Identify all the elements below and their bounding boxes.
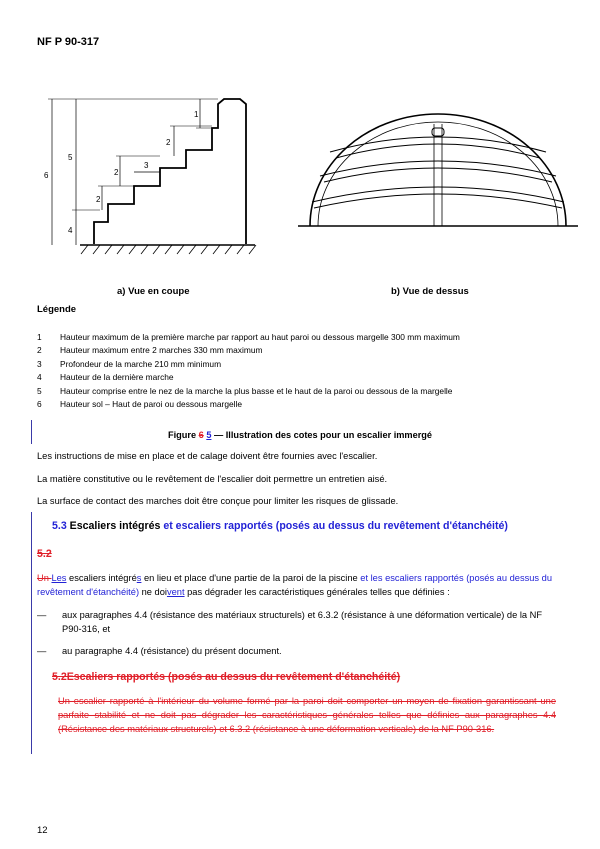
legend-item: 3 Profondeur de la marche 210 mm minimum: [37, 358, 222, 369]
dim-label-4: 4: [68, 226, 73, 235]
document-id: NF P 90-317: [37, 36, 100, 48]
page-number: 12: [37, 825, 48, 836]
legend-item: 4 Hauteur de la dernière marche: [37, 372, 174, 383]
dim-label-2a: 2: [96, 195, 101, 204]
legend-item: 1 Hauteur maximum de la première marche par rapport au haut paroi ou dessous margelle 300 mm maximum: [37, 332, 460, 342]
change-bar: [31, 512, 32, 754]
dim-label-5: 5: [68, 153, 73, 162]
paragraph-instructions: Les instructions de mise en place et de calage doivent être fournies avec l'escalier.: [37, 451, 378, 461]
dim-label-2b: 2: [114, 168, 119, 177]
legend-item: 2 Hauteur maximum entre 2 marches 330 mm maximum: [37, 345, 263, 356]
legend-item: 5 Hauteur comprise entre le nez de la marche la plus basse et le haut de la paroi ou dessous de la margelle: [37, 385, 453, 396]
figure-a-section-view: [40, 88, 280, 266]
section-5-3-heading: 5.3 Escaliers intégrés et escaliers rapportés (posés au dessus du revêtement d'étanchéité): [52, 520, 508, 532]
deleted-section-heading: 5.2Escaliers rapportés (posés au dessus du revêtement d'étanchéité): [52, 671, 401, 683]
paragraph-material: La matière constitutive ou le revêtement de l'escalier doit permettre un entretien aisé.: [37, 474, 388, 484]
main-paragraph: Un Les escaliers intégrés en lieu et place d'une partie de la paroi de la piscine et les escaliers rapportés (posés au dessus du revêtement d'étanchéité) ne doivent pas dégrader les caractéristiques générales telles que définies :: [37, 573, 552, 597]
list-item: — aux paragraphes 4.4 (résistance des matériaux structurels) et 6.3.2 (résistance à une déformation verticale) de la NF P90-316, et: [37, 610, 543, 634]
dim-label-3: 3: [144, 161, 149, 170]
figure-a-caption: a) Vue en coupe: [117, 286, 190, 297]
legend-title: Légende: [37, 304, 77, 315]
dim-label-2c: 2: [166, 138, 171, 147]
paragraph-surface: La surface de contact des marches doit être conçue pour limiter les risques de glissade.: [37, 496, 399, 506]
figure-caption: Figure 6 5 — Illustration des cotes pour un escalier immergé: [167, 430, 433, 440]
dim-label-1: 1: [194, 110, 199, 119]
deleted-paragraph: Un escalier rapporté à l'intérieur du volume formé par la paroi doit comporter un moyen de fixation garantissant une parfaite stabilité et ne doit pas dégrader les caractéristiques générales telles que définies aux paragraphes 4.4 (Résistance des matériaux structurels) et 6.3.2 (résistance à une déformation verticale) de la NF P90-316.: [58, 696, 556, 734]
dim-label-6: 6: [44, 171, 49, 180]
figure-b-caption: b) Vue de dessus: [391, 286, 469, 297]
legend-item: 6 Hauteur sol – Haut de paroi ou dessous margelle: [37, 399, 243, 410]
deleted-section-number: 5.2: [37, 548, 52, 560]
list-item: — au paragraphe 4.4 (résistance) du présent document.: [37, 646, 282, 656]
legend-list: [37, 331, 460, 411]
figure-b-top-view: [296, 104, 580, 234]
